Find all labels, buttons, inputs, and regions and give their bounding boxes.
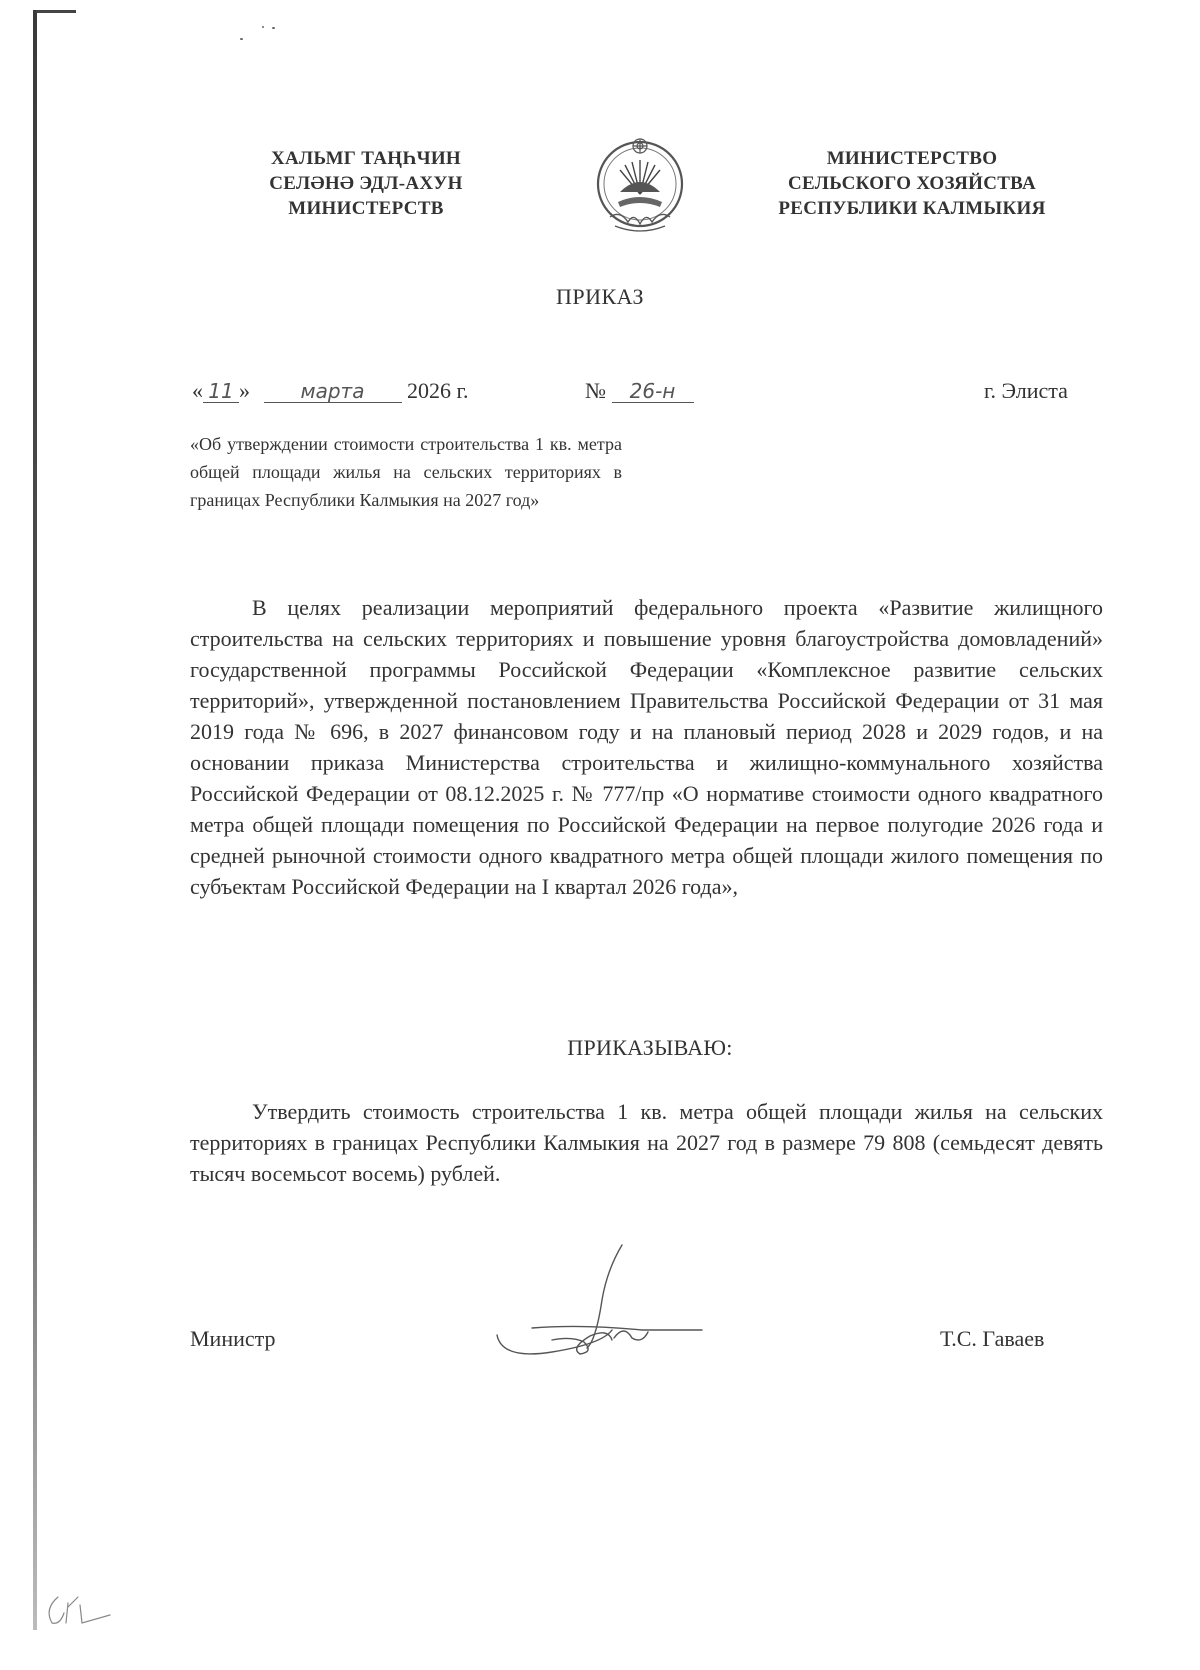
date-year: 2026 г. xyxy=(407,378,469,403)
ministry-name-kalmyk xyxy=(236,146,496,221)
header-right-line: СЕЛЬСКОГО ХОЗЯЙСТВА xyxy=(788,173,1036,194)
document-type: ПРИКАЗ xyxy=(555,284,645,309)
decision-paragraph: Утвердить стоимость строительства 1 кв. метра общей площади жилья на сельских территориях в границах Республики Калмыкия на 2027 год в размере 79 808 (семьдесят девять тысяч восемьсот восемь) рублей. xyxy=(190,1099,1103,1186)
header-right-line: РЕСПУБЛИКИ КАЛМЫКИЯ xyxy=(778,198,1046,219)
date-quote-open: « xyxy=(192,378,203,403)
number-label: № xyxy=(585,378,606,403)
ministry-name-russian xyxy=(752,146,1072,221)
header-left-line: ХАЛЬМГ ТАҢҺЧИН xyxy=(270,148,462,169)
signatory-position: Министр xyxy=(190,1326,276,1351)
date-quote-close: » xyxy=(239,378,250,403)
scan-edge-top xyxy=(36,10,76,13)
preamble-paragraph: В целях реализации мероприятий федерального проекта «Развитие жилищного строительства на сельских территориях и повышение уровня благоустройства домовладений» государственной программы Российской Федерации «Комплексное развитие сельских территорий», утвержденной постановлением Правительства Российской Федерации от 31 мая 2019 года № 696, в 2027 финансовом году и на плановый период 2028 и 2029 годов, и на основании приказа Министерства строительства и жилищно-коммунального хозяйства Российской Федерации от 08.12.2025 г. № 777/пр «О нормативе стоимости одного квадратного метра общей площади помещения по Российской Федерации на первое полугодие 2026 года и средней рыночной стоимости одного квадратного метра общей площади жилого помещения по субъектам Российской Федерации на I квартал 2026 года», xyxy=(190,595,1103,899)
header-left-line: СЕЛӘНӘ ЭДЛ-АХУН xyxy=(269,173,463,194)
header-left-line: МИНИСТЕРСТВ xyxy=(288,198,444,219)
decision-text xyxy=(190,1096,1103,1189)
document-number xyxy=(585,378,694,404)
handwritten-mark xyxy=(38,1585,118,1635)
document-date xyxy=(192,378,469,404)
document-subject: «Об утверждении стоимости строительства 1 кв. метра общей площади жилья на сельских территориях в границах Республики Калмыкия на 2027 год» xyxy=(190,434,622,510)
kalmykia-emblem-icon xyxy=(590,132,690,237)
date-day: 11 xyxy=(203,380,239,403)
scan-speck xyxy=(272,27,275,29)
preamble-text xyxy=(190,592,1103,902)
scan-edge xyxy=(33,10,37,1630)
order-heading: ПРИКАЗЫВАЮ: xyxy=(567,1035,733,1060)
date-month: марта xyxy=(264,380,402,403)
number-value: 26-н xyxy=(612,380,694,403)
document-city: г. Элиста xyxy=(984,378,1068,403)
handwritten-signature xyxy=(492,1240,732,1370)
header-right-line: МИНИСТЕРСТВО xyxy=(826,148,998,169)
scan-speck xyxy=(240,38,243,40)
scan-speck xyxy=(262,26,264,28)
signatory-name: Т.С. Гаваев xyxy=(940,1326,1045,1351)
